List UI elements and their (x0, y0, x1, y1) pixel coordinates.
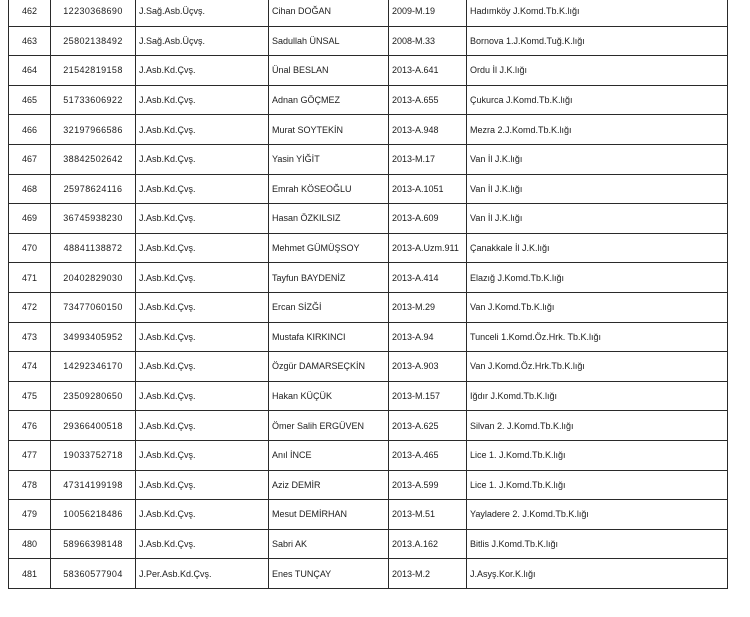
rank-cell: J.Asb.Kd.Çvş. (136, 85, 269, 115)
name-cell: Tayfun BAYDENİZ (269, 263, 389, 293)
rank-cell: J.Asb.Kd.Çvş. (136, 56, 269, 86)
row-number-cell: 471 (9, 263, 51, 293)
table-row (9, 500, 728, 530)
row-number-cell: 467 (9, 144, 51, 174)
id-number-cell: 10056218486 (51, 500, 136, 530)
rank-cell: J.Asb.Kd.Çvş. (136, 174, 269, 204)
registry-cell: 2013-A.94 (389, 322, 467, 352)
table-row (9, 174, 728, 204)
registry-cell: 2013-M.2 (389, 559, 467, 589)
unit-cell: Bornova 1.J.Komd.Tuğ.K.lığı (467, 26, 728, 56)
unit-cell: Hadımköy J.Komd.Tb.K.lığı (467, 0, 728, 26)
unit-cell: Mezra 2.J.Komd.Tb.K.lığı (467, 115, 728, 145)
registry-cell: 2013-A.465 (389, 440, 467, 470)
rank-cell: J.Asb.Kd.Çvş. (136, 470, 269, 500)
registry-cell: 2013-M.51 (389, 500, 467, 530)
name-cell: Mesut DEMİRHAN (269, 500, 389, 530)
id-number-cell: 58360577904 (51, 559, 136, 589)
table-row (9, 233, 728, 263)
name-cell: Aziz DEMİR (269, 470, 389, 500)
unit-cell: Lice 1. J.Komd.Tb.K.lığı (467, 470, 728, 500)
id-number-cell: 38842502642 (51, 144, 136, 174)
name-cell: Hasan ÖZKILSIZ (269, 204, 389, 234)
unit-cell: Van İl J.K.lığı (467, 144, 728, 174)
table-row (9, 322, 728, 352)
row-number-cell: 479 (9, 500, 51, 530)
unit-cell: Bitlis J.Komd.Tb.K.lığı (467, 529, 728, 559)
row-number-cell: 462 (9, 0, 51, 26)
rank-cell: J.Asb.Kd.Çvş. (136, 144, 269, 174)
id-number-cell: 14292346170 (51, 352, 136, 382)
registry-cell: 2013-A.903 (389, 352, 467, 382)
row-number-cell: 469 (9, 204, 51, 234)
rank-cell: J.Asb.Kd.Çvş. (136, 115, 269, 145)
row-number-cell: 472 (9, 292, 51, 322)
row-number-cell: 477 (9, 440, 51, 470)
rank-cell: J.Asb.Kd.Çvş. (136, 411, 269, 441)
table-row (9, 263, 728, 293)
unit-cell: Van J.Komd.Öz.Hrk.Tb.K.lığı (467, 352, 728, 382)
table-row (9, 56, 728, 86)
rank-cell: J.Asb.Kd.Çvş. (136, 440, 269, 470)
registry-cell: 2013.A.162 (389, 529, 467, 559)
name-cell: Hakan KÜÇÜK (269, 381, 389, 411)
name-cell: Cihan DOĞAN (269, 0, 389, 26)
table-row (9, 26, 728, 56)
table-row (9, 529, 728, 559)
registry-cell: 2013-A.Uzm.911 (389, 233, 467, 263)
name-cell: Adnan GÖÇMEZ (269, 85, 389, 115)
table-row (9, 0, 728, 26)
table-row (9, 115, 728, 145)
name-cell: Murat SOYTEKİN (269, 115, 389, 145)
unit-cell: Lice 1. J.Komd.Tb.K.lığı (467, 440, 728, 470)
registry-cell: 2013-M.29 (389, 292, 467, 322)
row-number-cell: 468 (9, 174, 51, 204)
rank-cell: J.Asb.Kd.Çvş. (136, 352, 269, 382)
id-number-cell: 23509280650 (51, 381, 136, 411)
rank-cell: J.Sağ.Asb.Üçvş. (136, 26, 269, 56)
name-cell: Ercan SİZĞİ (269, 292, 389, 322)
row-number-cell: 481 (9, 559, 51, 589)
name-cell: Yasin YİĞİT (269, 144, 389, 174)
name-cell: Enes TUNÇAY (269, 559, 389, 589)
row-number-cell: 466 (9, 115, 51, 145)
registry-cell: 2013-A.655 (389, 85, 467, 115)
personnel-table (8, 0, 728, 589)
name-cell: Sabri AK (269, 529, 389, 559)
table-row (9, 144, 728, 174)
unit-cell: Van J.Komd.Tb.K.lığı (467, 292, 728, 322)
id-number-cell: 32197966586 (51, 115, 136, 145)
table-row (9, 292, 728, 322)
row-number-cell: 478 (9, 470, 51, 500)
name-cell: Ünal BESLAN (269, 56, 389, 86)
table-row (9, 470, 728, 500)
rank-cell: J.Asb.Kd.Çvş. (136, 322, 269, 352)
name-cell: Sadullah ÜNSAL (269, 26, 389, 56)
rank-cell: J.Asb.Kd.Çvş. (136, 500, 269, 530)
table-row (9, 381, 728, 411)
unit-cell: Çanakkale İl J.K.lığı (467, 233, 728, 263)
rank-cell: J.Asb.Kd.Çvş. (136, 292, 269, 322)
id-number-cell: 58966398148 (51, 529, 136, 559)
table-row (9, 85, 728, 115)
name-cell: Emrah KÖSEOĞLU (269, 174, 389, 204)
unit-cell: Ordu İl J.K.lığı (467, 56, 728, 86)
rank-cell: J.Asb.Kd.Çvş. (136, 204, 269, 234)
id-number-cell: 20402829030 (51, 263, 136, 293)
unit-cell: J.Asyş.Kor.K.lığı (467, 559, 728, 589)
rank-cell: J.Asb.Kd.Çvş. (136, 381, 269, 411)
id-number-cell: 48841138872 (51, 233, 136, 263)
unit-cell: Silvan 2. J.Komd.Tb.K.lığı (467, 411, 728, 441)
unit-cell: Tunceli 1.Komd.Öz.Hrk. Tb.K.lığı (467, 322, 728, 352)
name-cell: Mustafa KIRKINCI (269, 322, 389, 352)
id-number-cell: 36745938230 (51, 204, 136, 234)
rank-cell: J.Per.Asb.Kd.Çvş. (136, 559, 269, 589)
unit-cell: Iğdır J.Komd.Tb.K.lığı (467, 381, 728, 411)
row-number-cell: 463 (9, 26, 51, 56)
registry-cell: 2013-M.157 (389, 381, 467, 411)
id-number-cell: 25978624116 (51, 174, 136, 204)
id-number-cell: 19033752718 (51, 440, 136, 470)
registry-cell: 2013-A.1051 (389, 174, 467, 204)
name-cell: Anıl İNCE (269, 440, 389, 470)
unit-cell: Van İl J.K.lığı (467, 174, 728, 204)
row-number-cell: 474 (9, 352, 51, 382)
registry-cell: 2013-A.414 (389, 263, 467, 293)
id-number-cell: 12230368690 (51, 0, 136, 26)
id-number-cell: 21542819158 (51, 56, 136, 86)
table-row (9, 411, 728, 441)
table-row (9, 352, 728, 382)
unit-cell: Çukurca J.Komd.Tb.K.lığı (467, 85, 728, 115)
id-number-cell: 34993405952 (51, 322, 136, 352)
registry-cell: 2013-A.948 (389, 115, 467, 145)
row-number-cell: 464 (9, 56, 51, 86)
name-cell: Mehmet GÜMÜŞSOY (269, 233, 389, 263)
table-row (9, 440, 728, 470)
unit-cell: Yayladere 2. J.Komd.Tb.K.lığı (467, 500, 728, 530)
id-number-cell: 25802138492 (51, 26, 136, 56)
rank-cell: J.Sağ.Asb.Üçvş. (136, 0, 269, 26)
id-number-cell: 73477060150 (51, 292, 136, 322)
registry-cell: 2013-A.625 (389, 411, 467, 441)
row-number-cell: 470 (9, 233, 51, 263)
id-number-cell: 47314199198 (51, 470, 136, 500)
registry-cell: 2009-M.19 (389, 0, 467, 26)
id-number-cell: 29366400518 (51, 411, 136, 441)
rank-cell: J.Asb.Kd.Çvş. (136, 233, 269, 263)
registry-cell: 2013-A.599 (389, 470, 467, 500)
name-cell: Özgür DAMARSEÇKİN (269, 352, 389, 382)
unit-cell: Elazığ J.Komd.Tb.K.lığı (467, 263, 728, 293)
table-row (9, 559, 728, 589)
registry-cell: 2013-A.641 (389, 56, 467, 86)
row-number-cell: 465 (9, 85, 51, 115)
row-number-cell: 473 (9, 322, 51, 352)
id-number-cell: 51733606922 (51, 85, 136, 115)
rank-cell: J.Asb.Kd.Çvş. (136, 529, 269, 559)
registry-cell: 2013-M.17 (389, 144, 467, 174)
row-number-cell: 476 (9, 411, 51, 441)
rank-cell: J.Asb.Kd.Çvş. (136, 263, 269, 293)
row-number-cell: 480 (9, 529, 51, 559)
unit-cell: Van İl J.K.lığı (467, 204, 728, 234)
name-cell: Ömer Salih ERGÜVEN (269, 411, 389, 441)
registry-cell: 2008-M.33 (389, 26, 467, 56)
table-row (9, 204, 728, 234)
row-number-cell: 475 (9, 381, 51, 411)
registry-cell: 2013-A.609 (389, 204, 467, 234)
